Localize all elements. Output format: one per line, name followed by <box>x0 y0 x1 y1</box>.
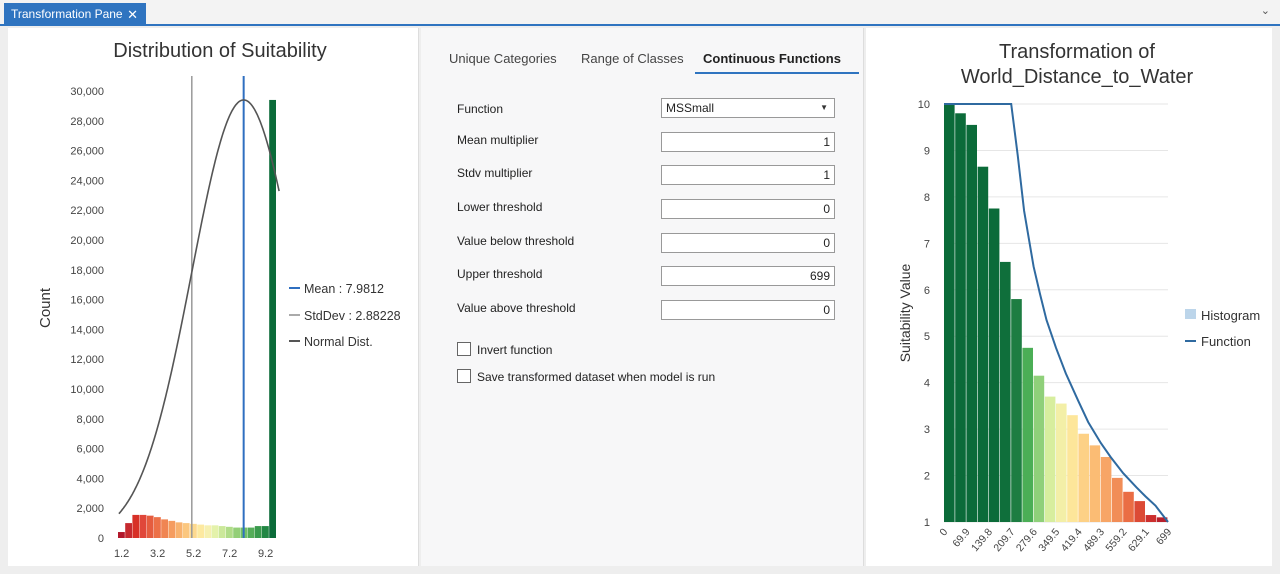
save-transformed-row <box>457 369 715 384</box>
close-icon[interactable]: ✕ <box>127 7 138 22</box>
chart-title: Distribution of Suitability <box>113 40 327 62</box>
value-above-threshold-label: Value above threshold <box>457 301 576 315</box>
histogram-bar <box>248 528 255 538</box>
upper-threshold-input[interactable]: 699 <box>661 266 835 286</box>
function-select[interactable] <box>661 98 835 118</box>
x-tick-label: 489.3 <box>1081 526 1108 555</box>
chart-title-line2: World_Distance_to_Water <box>960 66 1194 88</box>
x-tick-label: 559.2 <box>1103 526 1130 555</box>
histogram-bar <box>168 521 175 538</box>
lower-threshold-input[interactable]: 0 <box>661 199 835 219</box>
stdv-multiplier-label: Stdv multiplier <box>457 166 533 180</box>
histogram-bar <box>989 209 1000 523</box>
transformation-chart-panel <box>866 28 1272 566</box>
x-tick-label: 7.2 <box>221 548 238 560</box>
y-tick-label: 0 <box>97 533 104 545</box>
y-axis-label: Count <box>37 287 54 329</box>
y-tick-label: 9 <box>923 145 930 158</box>
histogram-bar <box>1045 397 1056 522</box>
histogram-bar <box>183 523 190 538</box>
histogram-bar <box>147 516 154 538</box>
function-label: Function <box>457 102 504 116</box>
dropdown-arrow-icon: ▼ <box>820 103 828 112</box>
y-tick-label: 4 <box>923 377 930 390</box>
x-tick-label: 0 <box>937 526 951 539</box>
y-tick-label: 22,000 <box>70 205 104 218</box>
distribution-chart <box>8 28 418 566</box>
chevron-down-icon[interactable]: ⌄ <box>1260 5 1270 17</box>
histogram-bar <box>190 524 197 538</box>
transformation-settings-panel <box>421 28 864 566</box>
save-transformed-checkbox[interactable] <box>457 369 471 383</box>
histogram-bar <box>161 519 168 538</box>
x-tick-label: 629.1 <box>1125 526 1152 555</box>
y-tick-label: 14,000 <box>70 324 104 337</box>
histogram-bar <box>219 526 226 538</box>
tab-continuous-functions[interactable]: Continuous Functions <box>703 51 841 66</box>
histogram-bar <box>1000 262 1011 522</box>
tab-transformation-pane[interactable] <box>4 3 146 26</box>
y-tick-label: 10,000 <box>70 384 104 396</box>
histogram-bar <box>1067 415 1078 522</box>
tab-range-of-classes[interactable]: Range of Classes <box>581 51 684 66</box>
value-above-threshold-input[interactable]: 0 <box>661 300 835 320</box>
histogram-bar <box>1011 299 1022 522</box>
distribution-panel <box>8 28 419 566</box>
y-tick-label: 2,000 <box>76 503 104 516</box>
histogram-bar <box>1022 348 1033 522</box>
histogram-bar <box>966 125 977 522</box>
y-tick-label: 10 <box>917 99 930 111</box>
x-tick-label: 349.5 <box>1036 526 1063 555</box>
histogram-bar <box>1123 492 1134 522</box>
histogram-bar <box>262 526 269 538</box>
tab-unique-categories[interactable]: Unique Categories <box>449 51 557 66</box>
y-tick-label: 2 <box>923 470 930 483</box>
tab-bar <box>0 0 1280 26</box>
y-tick-label: 30,000 <box>70 86 104 98</box>
histogram-bar <box>978 167 989 522</box>
y-tick-label: 12,000 <box>70 354 104 367</box>
value-below-threshold-label: Value below threshold <box>457 234 575 248</box>
x-tick-label: 69.9 <box>950 526 973 550</box>
y-tick-label: 4,000 <box>76 473 104 486</box>
y-tick-label: 7 <box>923 238 930 251</box>
x-tick-label: 1.2 <box>113 548 130 560</box>
y-tick-label: 26,000 <box>70 145 104 158</box>
x-tick-label: 279.6 <box>1013 526 1040 555</box>
upper-threshold-label: Upper threshold <box>457 267 543 281</box>
y-tick-label: 5 <box>923 331 930 344</box>
x-tick-label: 699 <box>1153 526 1175 548</box>
histogram-bar <box>1146 515 1157 522</box>
histogram-bar <box>1112 478 1123 522</box>
histogram-bar <box>1134 501 1145 522</box>
legend-normal: Normal Dist. <box>304 335 373 349</box>
histogram-bar <box>118 532 125 538</box>
histogram-bar <box>233 528 240 538</box>
invert-function-checkbox[interactable] <box>457 342 471 356</box>
legend-mean: Mean : 7.9812 <box>304 282 384 296</box>
histogram-bar <box>1078 434 1089 522</box>
y-tick-label: 6 <box>923 284 930 297</box>
histogram-bar <box>1101 457 1112 522</box>
x-tick-label: 139.8 <box>969 526 996 555</box>
histogram-bar <box>212 525 219 538</box>
legend-histogram-swatch <box>1185 309 1196 319</box>
x-tick-label: 419.4 <box>1058 526 1085 555</box>
y-tick-label: 6,000 <box>76 443 104 456</box>
chart-title-line1: Transformation of <box>999 41 1155 63</box>
tab-title: Transformation Pane <box>11 7 123 21</box>
y-tick-label: 8,000 <box>76 413 104 426</box>
x-tick-label: 209.7 <box>991 526 1018 555</box>
lower-threshold-label: Lower threshold <box>457 200 543 214</box>
histogram-bar <box>1090 445 1101 522</box>
legend-function: Function <box>1201 334 1251 349</box>
histogram-bar <box>154 517 161 538</box>
histogram-bar <box>1056 404 1067 522</box>
y-axis-label: Suitability Value <box>897 263 913 363</box>
invert-function-label: Invert function <box>477 343 553 357</box>
histogram-bar <box>197 525 204 538</box>
save-transformed-label: Save transformed dataset when model is run <box>477 370 716 384</box>
active-tab-underline <box>695 72 859 74</box>
y-tick-label: 3 <box>923 424 930 437</box>
y-tick-label: 1 <box>923 517 930 529</box>
value-below-threshold-input[interactable]: 0 <box>661 233 835 253</box>
invert-function-row <box>457 342 552 357</box>
y-tick-label: 28,000 <box>70 115 104 128</box>
histogram-bar <box>125 523 132 538</box>
histogram-bar <box>226 527 233 538</box>
mean-multiplier-label: Mean multiplier <box>457 133 539 147</box>
legend-stddev: StdDev : 2.88228 <box>304 309 401 323</box>
legend-histogram: Histogram <box>1201 308 1261 323</box>
stdv-multiplier-input[interactable]: 1 <box>661 165 835 185</box>
histogram-bar <box>944 104 955 522</box>
x-tick-label: 5.2 <box>185 548 202 560</box>
function-select-value: MSSmall <box>666 101 715 115</box>
histogram-bar <box>140 515 147 538</box>
histogram-bar <box>1034 376 1045 522</box>
x-tick-label: 9.2 <box>257 548 274 560</box>
histogram-bar <box>955 113 966 522</box>
histogram-bar <box>132 515 139 538</box>
histogram-bar <box>176 522 183 538</box>
y-tick-label: 8 <box>923 191 930 204</box>
y-tick-label: 18,000 <box>70 264 104 277</box>
histogram-bar <box>255 526 262 538</box>
x-tick-label: 3.2 <box>149 548 166 560</box>
normal-distribution-curve <box>119 100 279 514</box>
histogram-bar <box>204 525 211 538</box>
transformation-chart <box>866 28 1272 566</box>
mean-multiplier-input[interactable]: 1 <box>661 132 835 152</box>
y-tick-label: 20,000 <box>70 235 104 247</box>
y-tick-label: 16,000 <box>70 294 104 307</box>
y-tick-label: 24,000 <box>70 175 104 188</box>
